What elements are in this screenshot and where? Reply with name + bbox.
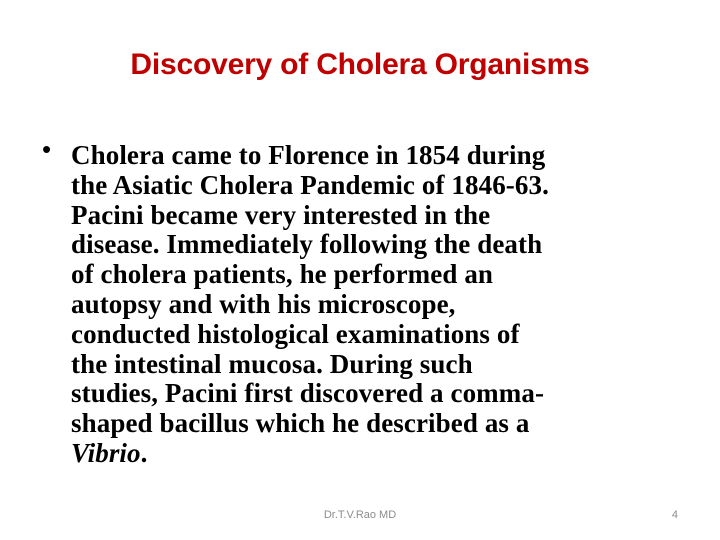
bullet-text-line: the intestinal mucosa. During such: [71, 348, 473, 379]
bullet-text-line: shaped bacillus which he described as a: [71, 408, 530, 439]
bullet-marker: •: [42, 134, 52, 164]
slide-number: 4: [671, 509, 678, 521]
bullet-text-line: of cholera patients, he performed an: [71, 259, 494, 290]
bullet-text: [71, 141, 691, 469]
bullet-text-line: disease. Immediately following the death: [71, 229, 543, 260]
bullet-text-line: Pacini became very interested in the: [71, 199, 491, 230]
vibrio-term: Vibrio: [71, 437, 141, 468]
bullet-text-line: studies, Pacini first discovered a comma-: [71, 378, 545, 409]
bullet-text-last-line: [71, 439, 691, 469]
bullet-text-line: conducted histological examinations of: [71, 318, 520, 349]
vibrio-period: .: [140, 437, 148, 468]
bullet-text-line: the Asiatic Cholera Pandemic of 1846-63.: [71, 169, 549, 200]
bullet-text-line: Cholera came to Florence in 1854 during: [71, 140, 546, 170]
slide-title: Discovery of Cholera Organisms: [130, 48, 590, 81]
bullet-text-line: autopsy and with his microscope,: [71, 288, 456, 319]
footer-author: Dr.T.V.Rao MD: [323, 509, 397, 521]
